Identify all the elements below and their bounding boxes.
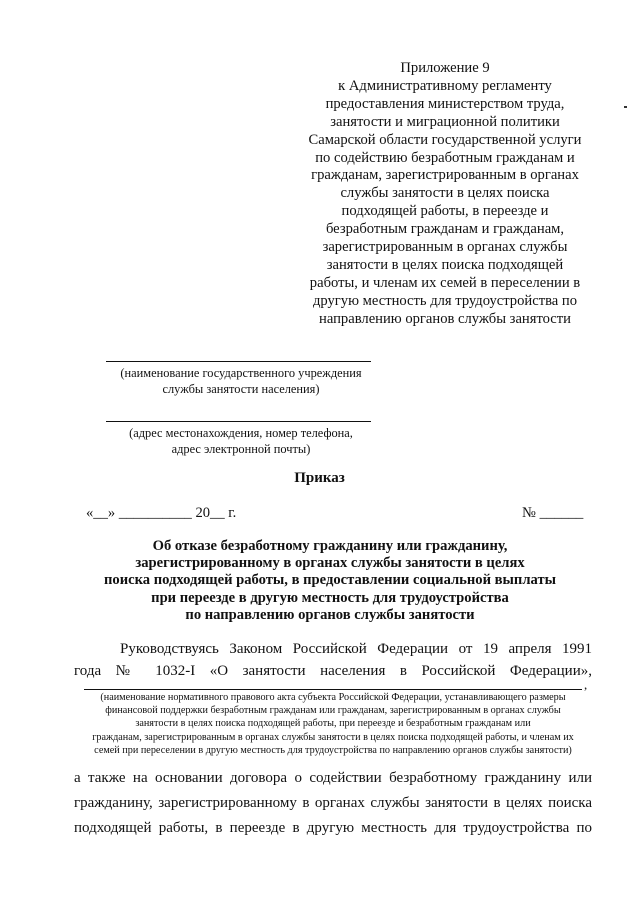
subject-line: при переезде в другую местность для трудоустройства: [151, 589, 509, 606]
paragraph-line: гражданину, зарегистрированному в органах службы занятости в целях поиска: [74, 795, 592, 811]
legal-act-line: [84, 689, 582, 690]
subject-line: по направлению органов службы занятости: [185, 606, 475, 623]
appendix-line: безработным гражданам и гражданам,: [325, 221, 565, 238]
institution-name-line: [106, 361, 371, 362]
appendix-line: гражданам, зарегистрированным в органах: [311, 167, 579, 184]
appendix-line: службы занятости в целях поиска: [340, 185, 550, 202]
appendix-line: по содействию безработным гражданам и: [315, 149, 575, 166]
order-date: «__» __________ 20__ г.: [86, 505, 237, 521]
paragraph-line: а также на основании договора о содействии безработному гражданину или: [74, 770, 592, 786]
appendix-line: направлению органов службы занятости: [319, 310, 571, 327]
appendix-line: к Административному регламенту: [338, 77, 552, 94]
appendix-line: подходящей работы, в переезде и: [341, 203, 549, 220]
subject-line: Об отказе безработному гражданину или гражданину,: [152, 538, 508, 554]
address-line: [106, 421, 371, 422]
appendix-line: работы, и членам их семей в переселении в: [309, 274, 581, 291]
address-caption: [96, 425, 386, 457]
caption-line: (адрес местонахождения, номер телефона,: [129, 426, 353, 440]
caption-line: службы занятости населения): [162, 382, 320, 396]
caption-line: занятости в целях поиска подходящей работы, при переезде и безработным гражданам или: [135, 718, 531, 730]
body-paragraph-2: [74, 766, 592, 841]
appendix-line: Самарской области государственной услуги: [308, 131, 582, 148]
order-title: Приказ: [294, 470, 345, 486]
appendix-line: Приложение 9: [400, 60, 490, 76]
legal-act-comma: ,: [584, 677, 588, 692]
appendix-line: занятости в целях поиска подходящей: [326, 256, 564, 273]
appendix-line: занятости и миграционной политики: [330, 113, 560, 130]
institution-caption: [96, 365, 386, 397]
order-subject: [60, 538, 600, 624]
subject-line: зарегистрированному в органах службы занятости в целях: [135, 555, 525, 572]
paragraph-line: года № 1032-I «О занятости населения в Российской Федерации»,: [74, 663, 592, 679]
legal-act-caption: [74, 691, 592, 757]
caption-line: финансовой поддержки безработным гражданам или гражданам, зарегистрированным в органах службы: [105, 705, 561, 717]
appendix-line: зарегистрированным в органах службы: [322, 239, 568, 256]
scan-mark: [624, 106, 627, 108]
paragraph-line: Руководствуясь Законом Российской Федерации от 19 апреля 1991: [120, 641, 592, 657]
appendix-line: предоставления министерством труда,: [325, 95, 565, 112]
subject-line: поиска подходящей работы, в предоставлении социальной выплаты: [103, 572, 557, 589]
caption-line: (наименование государственного учреждения: [120, 366, 362, 380]
appendix-header: [300, 60, 590, 329]
caption-line: гражданам, зарегистрированным в органах службы занятости в целях поиска подходящей работы, и членам их: [92, 731, 574, 743]
caption-line: адрес электронной почты): [171, 442, 311, 456]
caption-line: семей при переселении в другую местность для трудоустройства по направлению органов службы занятости): [94, 744, 572, 756]
body-paragraph-1: [74, 638, 592, 682]
order-number: № ______: [522, 505, 584, 521]
paragraph-line: подходящей работы, в переезде в другую местность для трудоустройства по: [74, 820, 592, 836]
caption-line: (наименование нормативного правового акта субъекта Российской Федерации, устанавливающего размеры: [100, 692, 566, 703]
appendix-line: другую местность для трудоустройства по: [312, 292, 577, 309]
